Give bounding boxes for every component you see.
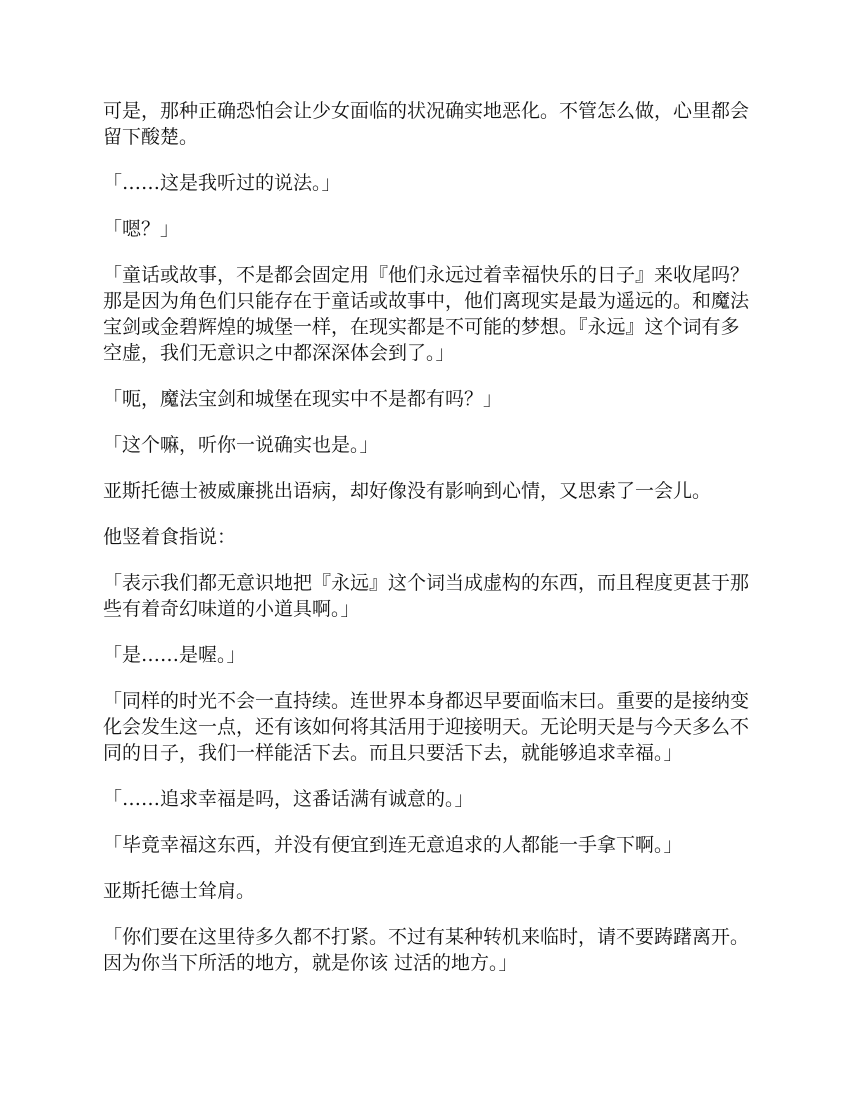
dialogue-line: 「是……是喔。」 xyxy=(103,644,246,666)
dialogue-line: 「……追求幸福是吗，这番话满有诚意的。」 xyxy=(103,788,474,810)
paragraph: 亚斯托德士被威廉挑出语病，却好像没有影响到心情，又思索了一会儿。 xyxy=(103,480,712,502)
dialogue-line: 「呃，魔法宝剑和城堡在现实中不是都有吗？」 xyxy=(103,388,503,410)
paragraph: 亚斯托德士耸肩。 xyxy=(103,880,256,902)
dialogue-line: 「同样的时光不会一直持续。连世界本身都迟早要面临末曰。重要的是接纳变化会发生这一点，还有该如何将其活用于迎接明天。无论明天是与今天多么不同的日子，我们一样能活下去。而且只要活下去，就能够追求幸福。」 xyxy=(103,690,750,764)
dialogue-line: 「这个嘛，听你一说确实也是。」 xyxy=(103,434,379,456)
paragraph: 他竖着食指说： xyxy=(103,526,237,548)
dialogue-line: 「童话或故事，不是都会固定用『他们永远过着幸福快乐的日子』来收尾吗？那是因为角色们只能存在于童话或故事中，他们离现实是最为遥远的。和魔法宝剑或金碧辉煌的城堡一样，在现实都是不可能的梦想。『永远』这个词有多空虚，我们无意识之中都深深体会到了。」 xyxy=(103,264,750,364)
dialogue-line: 「……这是我听过的说法。」 xyxy=(103,172,341,194)
document-page xyxy=(103,98,751,996)
paragraph: 可是，那种正确恐怕会让少女面临的状况确实地恶化。不管怎么做，心里都会留下酸楚。 xyxy=(103,100,750,148)
dialogue-line: 「表示我们都无意识地把『永远』这个词当成虚构的东西，而且程度更甚于那些有着奇幻味道的小道具啊。」 xyxy=(103,572,750,620)
dialogue-line: 「嗯？」 xyxy=(103,218,180,240)
dialogue-line: 「你们要在这里待多久都不打紧。不过有某种转机来临时，请不要踌躇离开。因为你当下所活的地方，就是你该 过活的地方。」 xyxy=(103,926,750,974)
dialogue-line: 「毕竟幸福这东西，并没有便宜到连无意追求的人都能一手拿下啊。」 xyxy=(103,834,683,856)
